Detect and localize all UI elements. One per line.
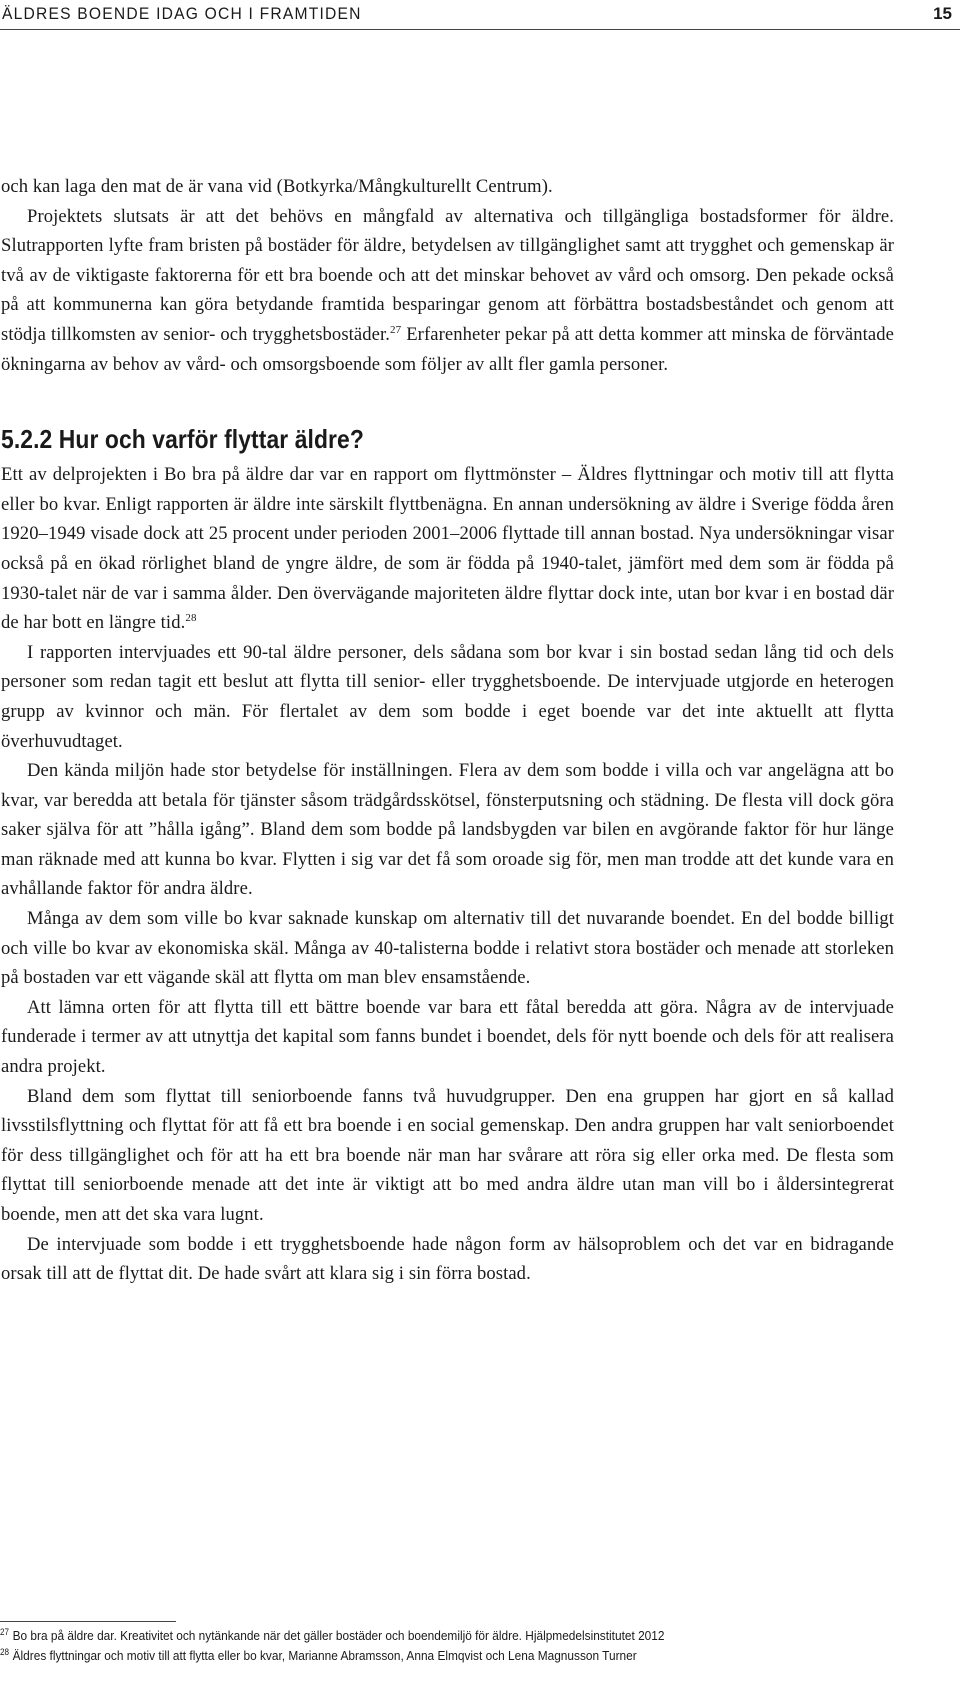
paragraph: och kan laga den mat de är vana vid (Botkyrka/Mångkulturellt Centrum).	[1, 176, 553, 197]
footnote-reference: 27	[390, 323, 402, 336]
footnote-number: 27	[0, 1627, 10, 1637]
paragraph: I rapporten intervjuades ett 90-tal äldre personer, dels sådana som bor kvar i sin bostad sedan lång tid och dels personer som redan tagit ett beslut att flytta till senior- eller trygghetsboende. De intervjuade utgjorde en heterogen grupp av kvinnor och män. För flertalet av dem som bodde i eget boende var det inte aktuellt att flytta överhuvudtaget.	[1, 641, 894, 752]
paragraph	[1, 460, 894, 638]
paragraph: Många av dem som ville bo kvar saknade kunskap om alternativ till det nuvarande boendet. En del bodde billigt och ville bo kvar av ekonomiska skäl. Många av 40-talisterna bodde i relativt stora bostäder och menade att storleken på bostaden var ett vägande skäl att flytta om man blev ensamstående.	[1, 908, 894, 989]
paragraph: Att lämna orten för att flytta till ett bättre boende var bara ett fåtal beredda att göra. Några av de intervjuade funderade i termer av att utnyttja det kapital som fanns bundet i boendet, dels för nytt boende och dels för att realisera andra projekt.	[1, 996, 894, 1078]
paragraph: Bland dem som flyttat till seniorboende fanns två huvudgrupper. Den ena gruppen har gjort en så kallad livsstilsflyttning och flyttat för att få ett bra boende i en social gemenskap. Den andra gruppen har valt seniorboendet för dess tillgänglighet och för att ha ett bra boende när man har svårare att röra sig eller orka med. De flesta som flyttat till seniorboende menade att det inte är viktigt att bo med andra äldre utan man vill bo i åldersintegrerat boende, men att det ska vara lugnt.	[1, 1085, 894, 1225]
footnote	[0, 1646, 864, 1666]
footnote-text: Äldres flyttningar och motiv till att flytta eller bo kvar, Marianne Abramsson, Anna Elmqvist och Lena Magnusson Turner	[12, 1648, 637, 1663]
page-number: 15	[933, 4, 952, 23]
footnote-reference: 28	[185, 612, 197, 625]
paragraph-text: Ett av delprojekten i Bo bra på äldre dar var en rapport om flyttmönster – Äldres flyttningar och motiv till att flytta eller bo kvar. Enligt rapporten är äldre inte särskilt flyttbenägna. En annan undersökning av äldre i Sverige födda åren 1920–1949 visade dock att 25 procent under perioden 2001–2006 flyttade till annan bostad. Nya undersökningar visar också på en ökad rörlighet bland de yngre äldre, de som är födda på 1940-talet, jämfört med dem som är födda på 1930-talet när de var i samma ålder. Den övervägande majoriteten äldre flyttar dock inte, utan bor kvar i en bostad där de har bott en längre tid.	[1, 464, 894, 634]
section-heading: 5.2.2 Hur och varför flyttar äldre?	[1, 424, 364, 455]
paragraph-text: Erfarenheter pekar på att detta kommer att minska de förväntade ökningarna av behov av vård- och omsorgsboende som följer av allt fler gamla personer.	[1, 323, 894, 375]
running-header-title: ÄLDRES BOENDE IDAG OCH I FRAMTIDEN	[2, 4, 362, 23]
footnote	[0, 1626, 864, 1646]
footnote-text: Bo bra på äldre dar. Kreativitet och nytänkande när det gäller bostäder och boendemiljö för äldre. Hjälpmedelsinstitutet 2012	[12, 1628, 665, 1643]
running-header	[0, 0, 960, 30]
footnote-number: 28	[0, 1647, 10, 1657]
footnotes	[0, 1626, 960, 1666]
paragraph: Den kända miljön hade stor betydelse för inställningen. Flera av dem som bodde i villa och var angelägna att bo kvar, var beredda att betala för tjänster såsom trädgårdsskötsel, fönsterputsning och städning. De flesta vill dock göra saker själva för att ”hålla igång”. Bland dem som bodde på landsbygden var bilen en avgörande faktor för hur länge man räknade med att kunna bo kvar. Flytten i sig var det få som oroade sig för, men man trodde att det kunde vara en avhållande faktor för andra äldre.	[1, 760, 894, 900]
footnote-rule	[0, 1621, 176, 1622]
paragraph-text: Projektets slutsats är att det behövs en mångfald av alternativa och tillgängliga bostadsformer för äldre. Slutrapporten lyfte fram bristen på bostäder för äldre, betydelsen av tillgänglighet samt att trygghet och gemenskap är två av de viktigaste faktorerna för ett bra boende och att det minskar behovet av vård och omsorg. Den pekade också på att kommunerna kan göra betydande framtida besparingar genom att förbättra bostadsbeståndet och genom att stödja tillkomsten av senior- och trygghetsbostäder.	[1, 205, 894, 345]
paragraph: De intervjuade som bodde i ett trygghetsboende hade någon form av hälsoproblem och det var en bidragande orsak till att de flyttat dit. De hade svårt att klara sig i sin förra bostad.	[1, 1233, 894, 1285]
header-rule	[0, 29, 960, 30]
body-text	[1, 172, 894, 1289]
paragraph	[1, 202, 894, 380]
